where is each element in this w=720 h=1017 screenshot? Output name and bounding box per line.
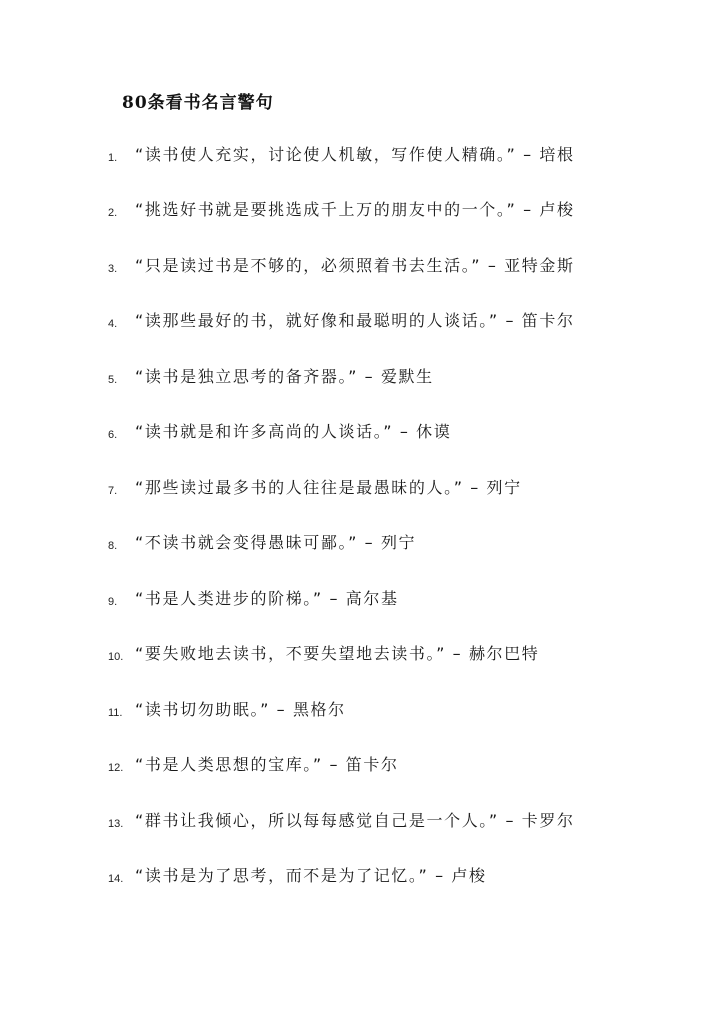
list-item-number: 5. <box>108 374 118 386</box>
list-item-text: “读书就是和许多高尚的人谈话。” – 休谟 <box>135 422 452 441</box>
list-item-text: “读书是为了思考，而不是为了记忆。” – 卢梭 <box>135 866 487 885</box>
list-item <box>0 477 720 507</box>
list-item-number: 14. <box>108 873 124 885</box>
list-item-number: 4. <box>108 318 118 330</box>
list-item-text: “只是读过书是不够的，必须照着书去生活。” – 亚特金斯 <box>135 256 575 275</box>
list-item-text: “读书切勿助眠。” – 黑格尔 <box>135 700 346 719</box>
list-item <box>0 699 720 729</box>
list-item-text: “不读书就会变得愚昧可鄙。” – 列宁 <box>135 533 417 552</box>
list-item-number: 6. <box>108 429 118 441</box>
list-item-number: 9. <box>108 596 118 608</box>
list-item <box>0 255 720 285</box>
list-item <box>0 532 720 562</box>
list-item <box>0 366 720 396</box>
list-item-number: 13. <box>108 818 124 830</box>
list-item-text: “那些读过最多书的人往往是最愚昧的人。” – 列宁 <box>135 478 522 497</box>
list-item-text: “群书让我倾心，所以每每感觉自己是一个人。” – 卡罗尔 <box>135 811 575 830</box>
list-item <box>0 754 720 784</box>
list-item-text: “挑选好书就是要挑选成千上万的朋友中的一个。” – 卢梭 <box>135 200 575 219</box>
list-item-number: 2. <box>108 207 118 219</box>
list-item <box>0 421 720 451</box>
list-item <box>0 588 720 618</box>
list-item-text: “读那些最好的书，就好像和最聪明的人谈话。” – 笛卡尔 <box>135 311 575 330</box>
list-item <box>0 643 720 673</box>
list-item-text: “读书使人充实，讨论使人机敏，写作使人精确。” – 培根 <box>135 145 575 164</box>
list-item-text: “书是人类思想的宝库。” – 笛卡尔 <box>135 755 399 774</box>
list-item <box>0 144 720 174</box>
list-item-number: 8. <box>108 540 118 552</box>
list-item-text: “读书是独立思考的备齐器。” – 爱默生 <box>135 367 434 386</box>
list-item-number: 12. <box>108 762 124 774</box>
document-title: 80条看书名言警句 <box>122 93 274 113</box>
list-item-text: “要失败地去读书，不要失望地去读书。” – 赫尔巴特 <box>135 644 540 663</box>
list-item-text: “书是人类进步的阶梯。” – 高尔基 <box>135 589 399 608</box>
list-item <box>0 865 720 895</box>
list-item-number: 3. <box>108 263 118 275</box>
list-item <box>0 810 720 840</box>
list-item-number: 10. <box>108 651 124 663</box>
list-item <box>0 310 720 340</box>
list-item-number: 7. <box>108 485 118 497</box>
list-item-number: 1. <box>108 152 118 164</box>
list-item <box>0 199 720 229</box>
list-item-number: 11. <box>108 707 123 719</box>
